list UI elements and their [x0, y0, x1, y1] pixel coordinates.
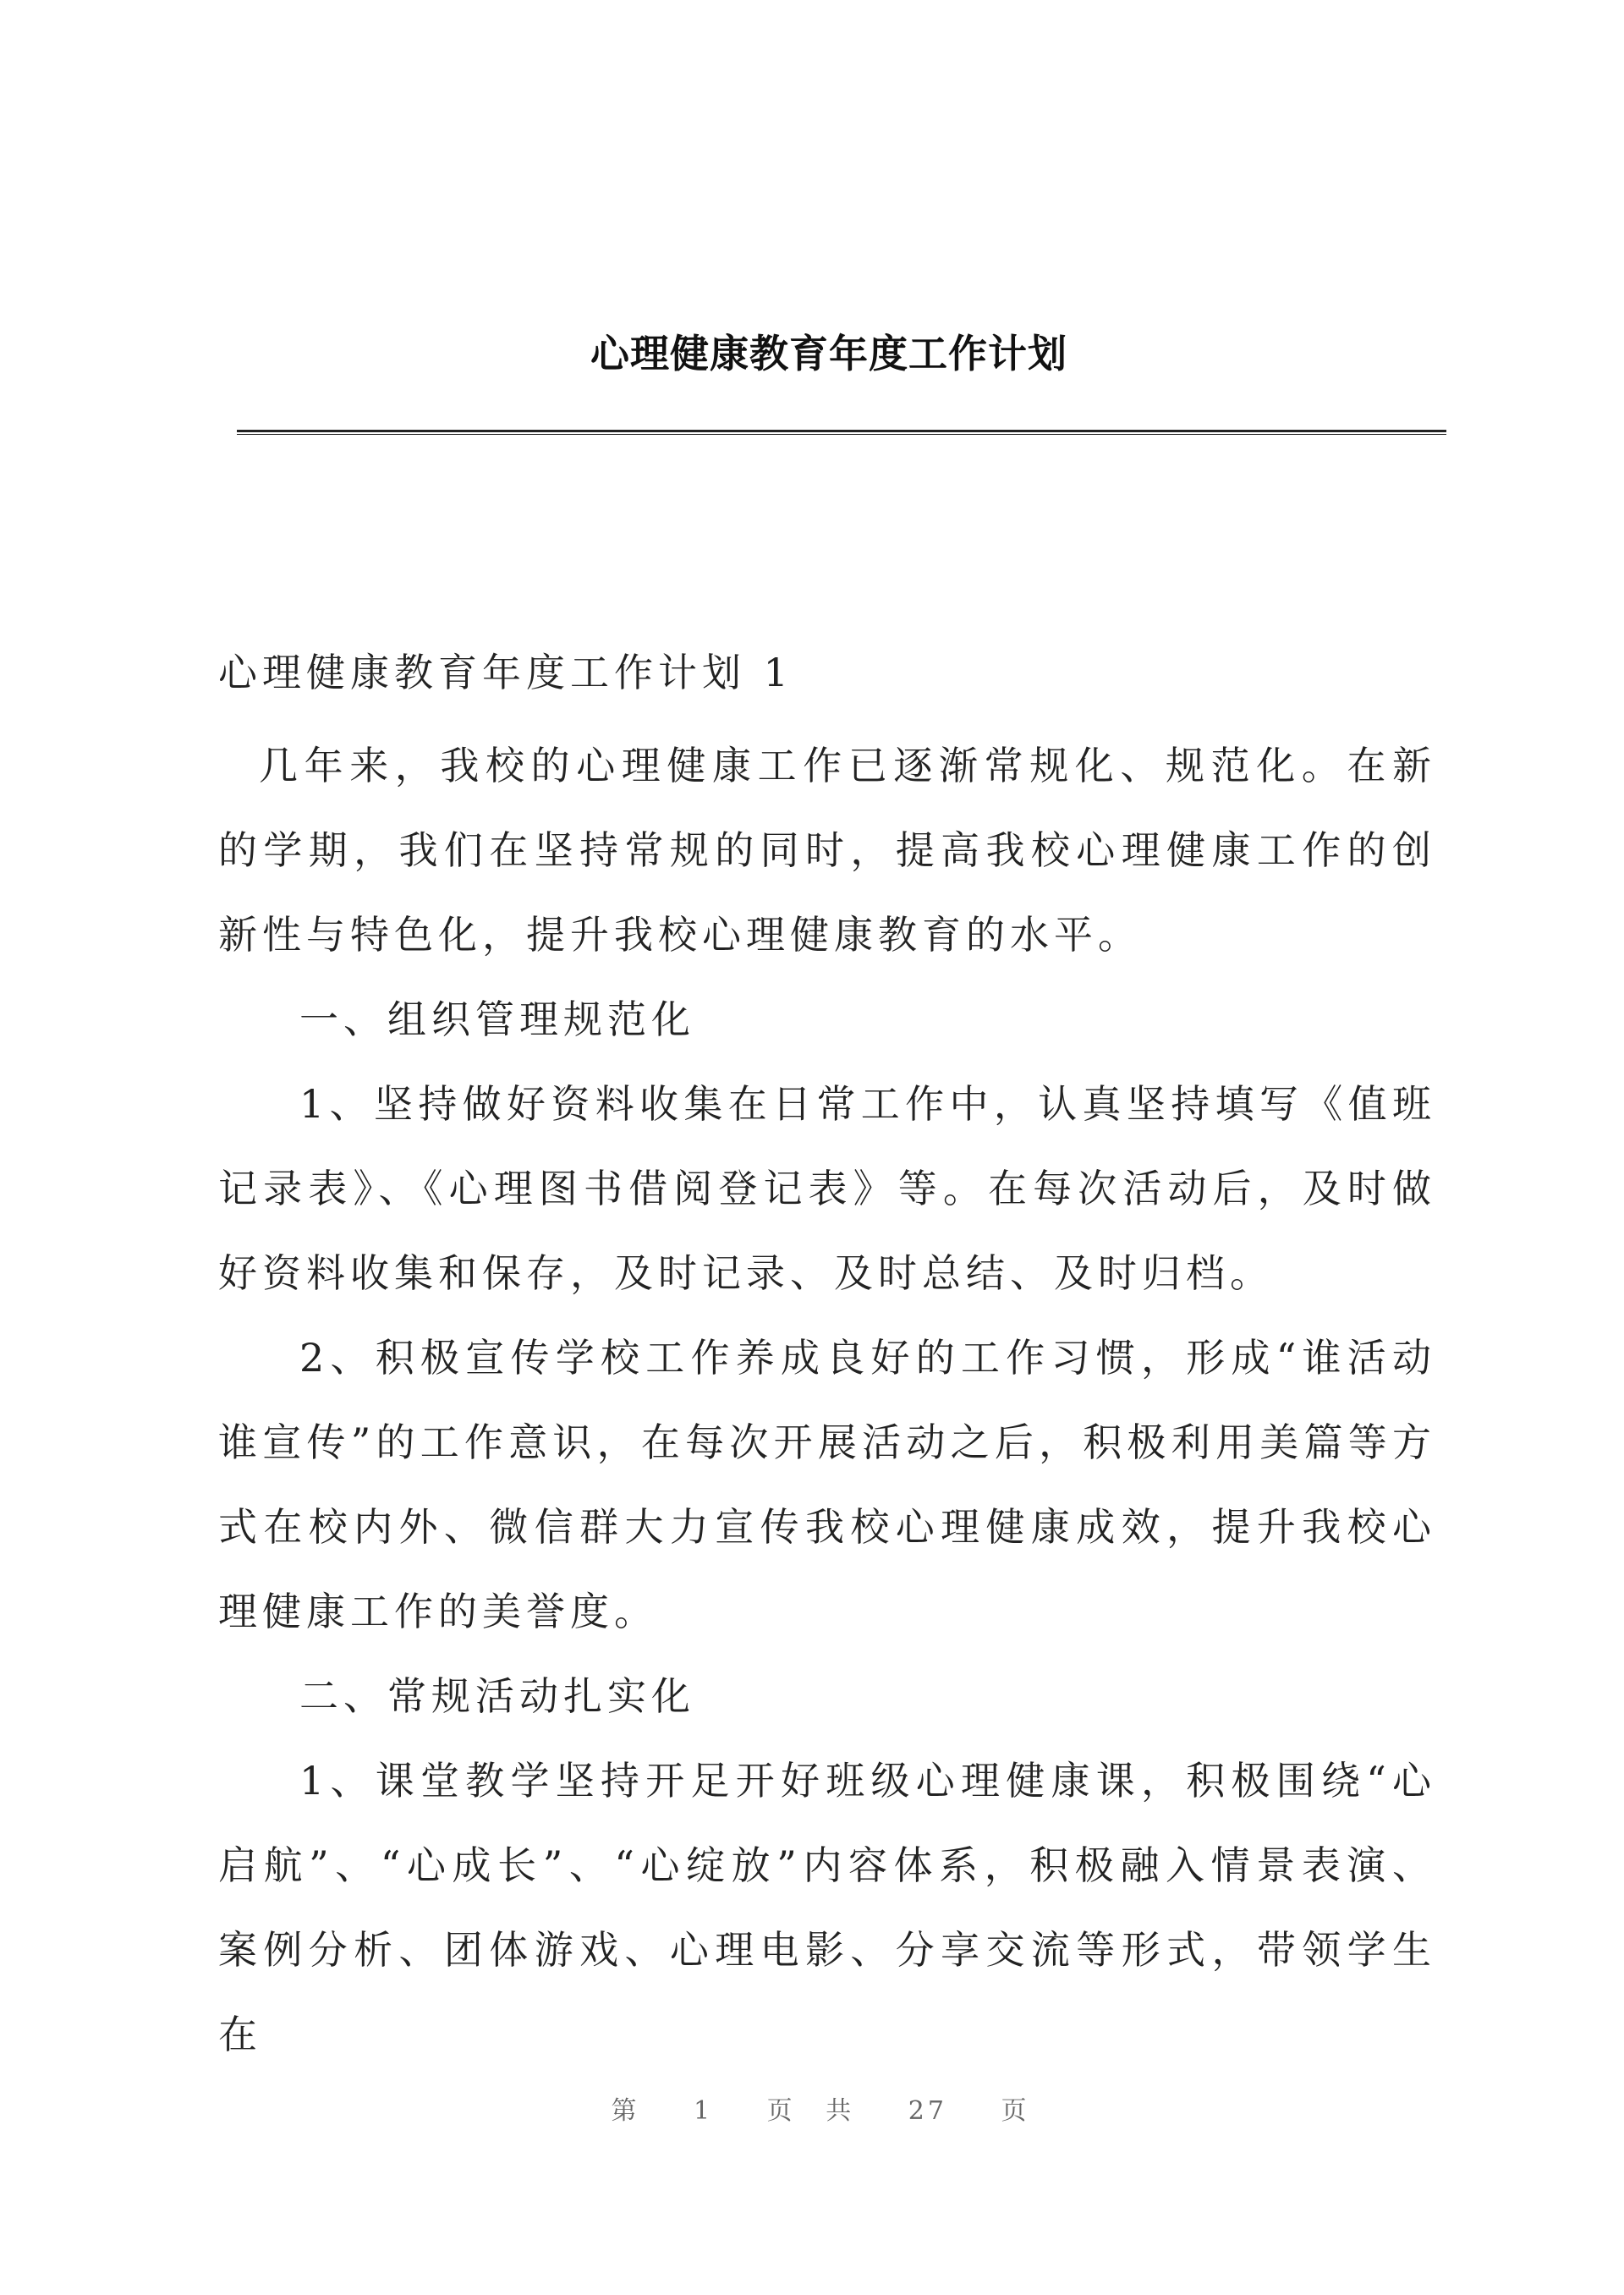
document-body [218, 639, 1436, 2077]
paragraph: 1、坚持做好资料收集在日常工作中，认真坚持填写《值班记录表》、《心理图书借阅登记表》等。在每次活动后，及时做好资料收集和保存，及时记录、及时总结、及时归档。 [218, 1081, 1436, 1296]
paragraph: 2、积极宣传学校工作养成良好的工作习惯，形成“谁活动谁宣传”的工作意识，在每次开展活动之后，积极利用美篇等方式在校内外、微信群大力宣传我校心理健康成效，提升我校心理健康工作的美誉度。 [218, 1335, 1436, 1634]
subheading: 一、组织管理规范化 [299, 997, 695, 1042]
footer-label-of: 页 共 [766, 2096, 855, 2126]
subheading: 二、常规活动扎实化 [299, 1673, 695, 1719]
total-page-count: 27 [908, 2096, 947, 2126]
footer-label-page: 第 [611, 2096, 640, 2126]
document-title: 心理健康教育年度工作计划 [590, 331, 1067, 376]
page-footer [0, 2089, 1624, 2127]
paragraph: 1、课堂教学坚持开足开好班级心理健康课，积极围绕“心启航”、“心成长”、“心绽放”内容体系，积极融入情景表演、案例分析、团体游戏、心理电影、分享交流等形式，带领学生在 [218, 1758, 1436, 2057]
title-divider [237, 430, 1446, 435]
paragraph: 几年来，我校的心理健康工作已逐渐常规化、规范化。在新的学期，我们在坚持常规的同时，提高我校心理健康工作的创新性与特色化，提升我校心理健康教育的水平。 [218, 743, 1436, 958]
current-page-number: 1 [694, 2096, 714, 2126]
section-heading: 心理健康教育年度工作计划 1 [218, 650, 793, 695]
footer-label-pages: 页 [1001, 2096, 1030, 2126]
